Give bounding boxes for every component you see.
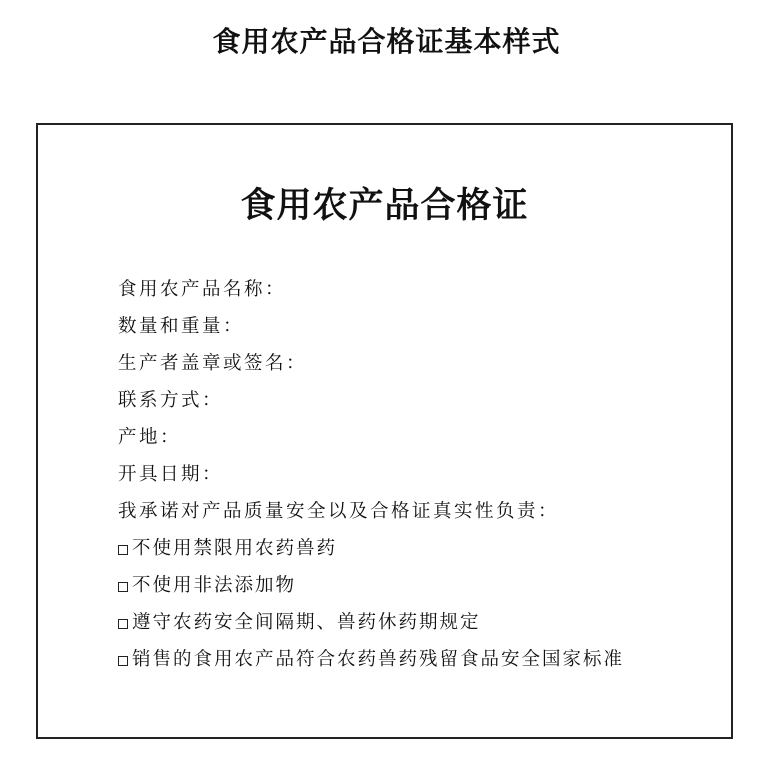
certificate-title: 食用农产品合格证 bbox=[240, 186, 529, 226]
commitment-label: 遵守农药安全间隔期、兽药休药期规定 bbox=[132, 612, 481, 633]
commitment-label: 不使用非法添加物 bbox=[132, 575, 297, 596]
commitment-label: 销售的食用农产品符合农药兽药残留食品安全国家标准 bbox=[132, 649, 625, 670]
checkbox-icon[interactable] bbox=[118, 656, 128, 666]
certificate-frame bbox=[36, 123, 733, 739]
checkbox-icon[interactable] bbox=[118, 545, 128, 555]
checkbox-icon[interactable] bbox=[118, 619, 128, 629]
field-issue-date: 开具日期： bbox=[118, 464, 224, 485]
field-commitment-statement: 我承诺对产品质量安全以及合格证真实性负责： bbox=[118, 501, 560, 522]
commitment-label: 不使用禁限用农药兽药 bbox=[132, 538, 338, 559]
commitment-list bbox=[118, 530, 624, 678]
field-quantity-weight: 数量和重量： bbox=[118, 316, 245, 337]
page-title: 食用农产品合格证基本样式 bbox=[212, 25, 561, 58]
commitment-item-residue-standard[interactable] bbox=[118, 641, 624, 678]
certificate-fields bbox=[118, 271, 559, 530]
commitment-item-no-illegal-additives[interactable] bbox=[118, 567, 624, 604]
commitment-item-no-banned-pesticides[interactable] bbox=[118, 530, 624, 567]
field-origin: 产地： bbox=[118, 427, 182, 448]
commitment-item-safety-interval[interactable] bbox=[118, 604, 624, 641]
field-producer-seal-signature: 生产者盖章或签名： bbox=[118, 353, 308, 374]
field-product-name: 食用农产品名称： bbox=[118, 279, 287, 300]
checkbox-icon[interactable] bbox=[118, 582, 128, 592]
field-contact: 联系方式： bbox=[118, 390, 224, 411]
